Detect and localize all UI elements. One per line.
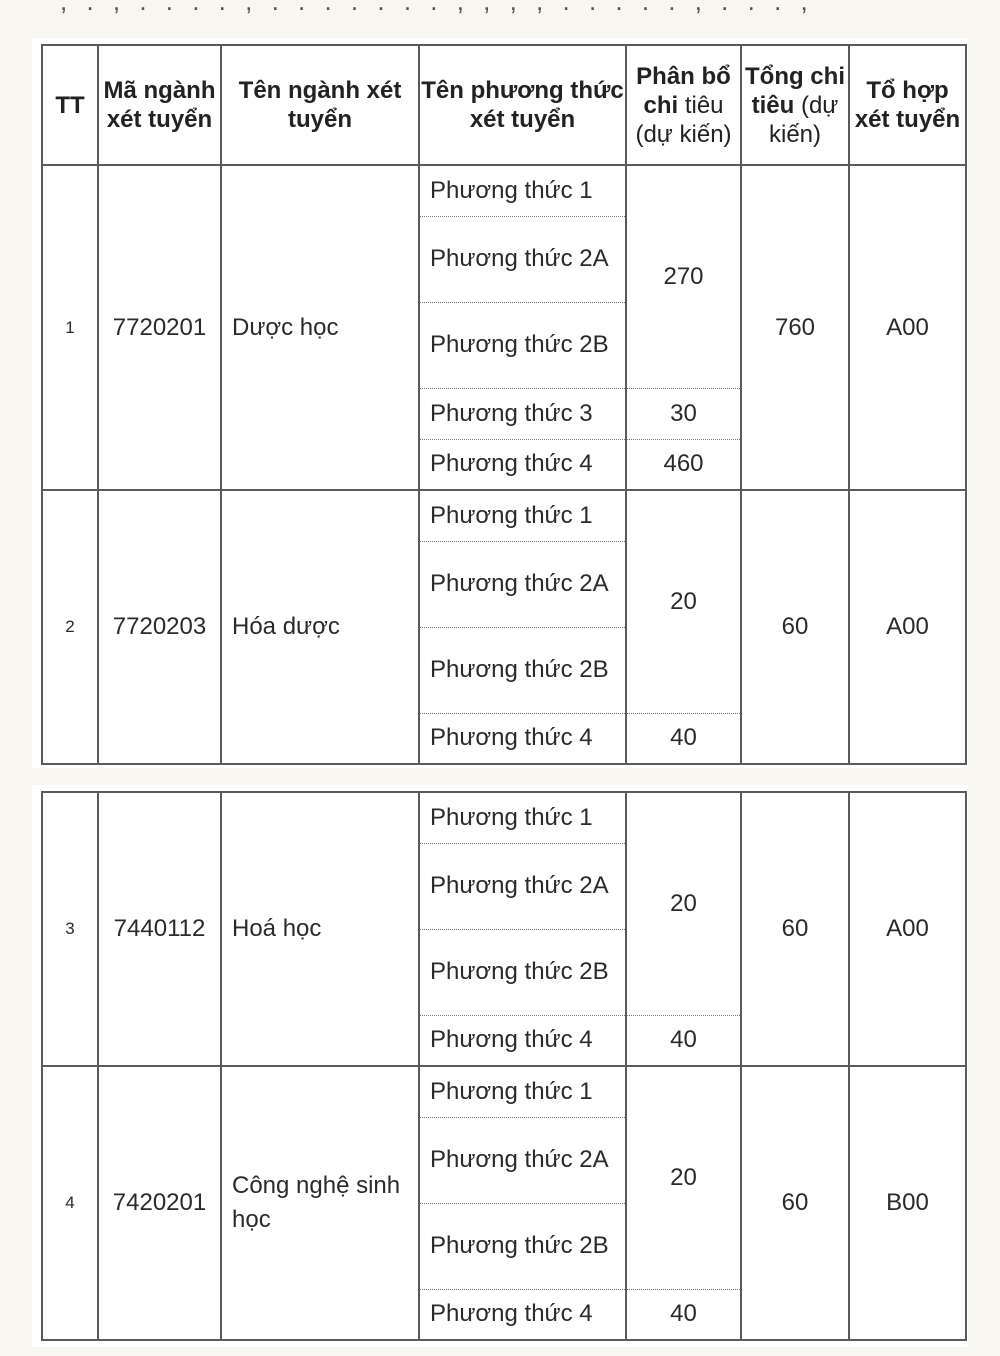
allocation-cell: 20 xyxy=(626,490,741,713)
table-row xyxy=(42,1066,966,1117)
row-name: Dược học xyxy=(221,165,419,490)
method-cell: Phương thức 2B xyxy=(419,1203,626,1289)
method-cell: Phương thức 2B xyxy=(419,627,626,713)
method-cell: Phương thức 4 xyxy=(419,1015,626,1066)
admission-table-part-1 xyxy=(41,44,967,765)
row-tt: 4 xyxy=(42,1066,98,1340)
cropped-text-strip: , . , . . . . , . . . . . . . , , , , . . . . . , . . . , xyxy=(60,0,814,16)
header-method: Tên phương thức xét tuyển xyxy=(419,45,626,165)
row-name: Hoá học xyxy=(221,792,419,1066)
method-cell: Phương thức 1 xyxy=(419,792,626,843)
table-row xyxy=(42,165,966,216)
allocation-cell: 460 xyxy=(626,439,741,490)
total-cell: 60 xyxy=(741,1066,849,1340)
allocation-cell: 270 xyxy=(626,165,741,388)
method-cell: Phương thức 1 xyxy=(419,1066,626,1117)
method-cell: Phương thức 4 xyxy=(419,439,626,490)
method-cell: Phương thức 2A xyxy=(419,1117,626,1203)
row-code: 7720203 xyxy=(98,490,221,764)
header-allocation-bold: Phân bổ chi xyxy=(636,62,731,119)
allocation-cell: 30 xyxy=(626,388,741,439)
header-allocation-light: tiêu (dự kiến) xyxy=(635,91,732,148)
method-cell: Phương thức 3 xyxy=(419,388,626,439)
total-cell: 60 xyxy=(741,792,849,1066)
table-row xyxy=(42,792,966,843)
row-code: 7720201 xyxy=(98,165,221,490)
method-cell: Phương thức 2B xyxy=(419,929,626,1015)
combo-cell: A00 xyxy=(849,490,966,764)
allocation-cell: 40 xyxy=(626,1289,741,1340)
row-tt: 3 xyxy=(42,792,98,1066)
allocation-cell: 20 xyxy=(626,792,741,1015)
table-page-2 xyxy=(32,785,968,1347)
combo-cell: B00 xyxy=(849,1066,966,1340)
table-header-row xyxy=(42,45,966,165)
row-code: 7420201 xyxy=(98,1066,221,1340)
table-row xyxy=(42,490,966,541)
allocation-cell: 40 xyxy=(626,1015,741,1066)
combo-cell: A00 xyxy=(849,792,966,1066)
method-cell: Phương thức 2B xyxy=(419,302,626,388)
header-total-bold: Tổng chi tiêu xyxy=(745,62,845,119)
row-tt: 2 xyxy=(42,490,98,764)
total-cell: 60 xyxy=(741,490,849,764)
row-tt: 1 xyxy=(42,165,98,490)
header-allocation xyxy=(626,45,741,165)
header-tt: TT xyxy=(42,45,98,165)
method-cell: Phương thức 1 xyxy=(419,490,626,541)
header-total xyxy=(741,45,849,165)
method-cell: Phương thức 4 xyxy=(419,1289,626,1340)
header-name: Tên ngành xét tuyển xyxy=(221,45,419,165)
method-cell: Phương thức 4 xyxy=(419,713,626,764)
total-cell: 760 xyxy=(741,165,849,490)
allocation-cell: 20 xyxy=(626,1066,741,1289)
header-code: Mã ngành xét tuyển xyxy=(98,45,221,165)
row-name: Công nghệ sinh học xyxy=(221,1066,419,1340)
method-cell: Phương thức 2A xyxy=(419,216,626,302)
table-page-1 xyxy=(32,38,968,768)
row-name: Hóa dược xyxy=(221,490,419,764)
header-combo: Tổ hợp xét tuyển xyxy=(849,45,966,165)
method-cell: Phương thức 2A xyxy=(419,541,626,627)
admission-table-part-2 xyxy=(41,791,967,1341)
method-cell: Phương thức 2A xyxy=(419,843,626,929)
method-cell: Phương thức 1 xyxy=(419,165,626,216)
header-total-light: (dự kiến) xyxy=(768,91,839,148)
allocation-cell: 40 xyxy=(626,713,741,764)
row-code: 7440112 xyxy=(98,792,221,1066)
combo-cell: A00 xyxy=(849,165,966,490)
